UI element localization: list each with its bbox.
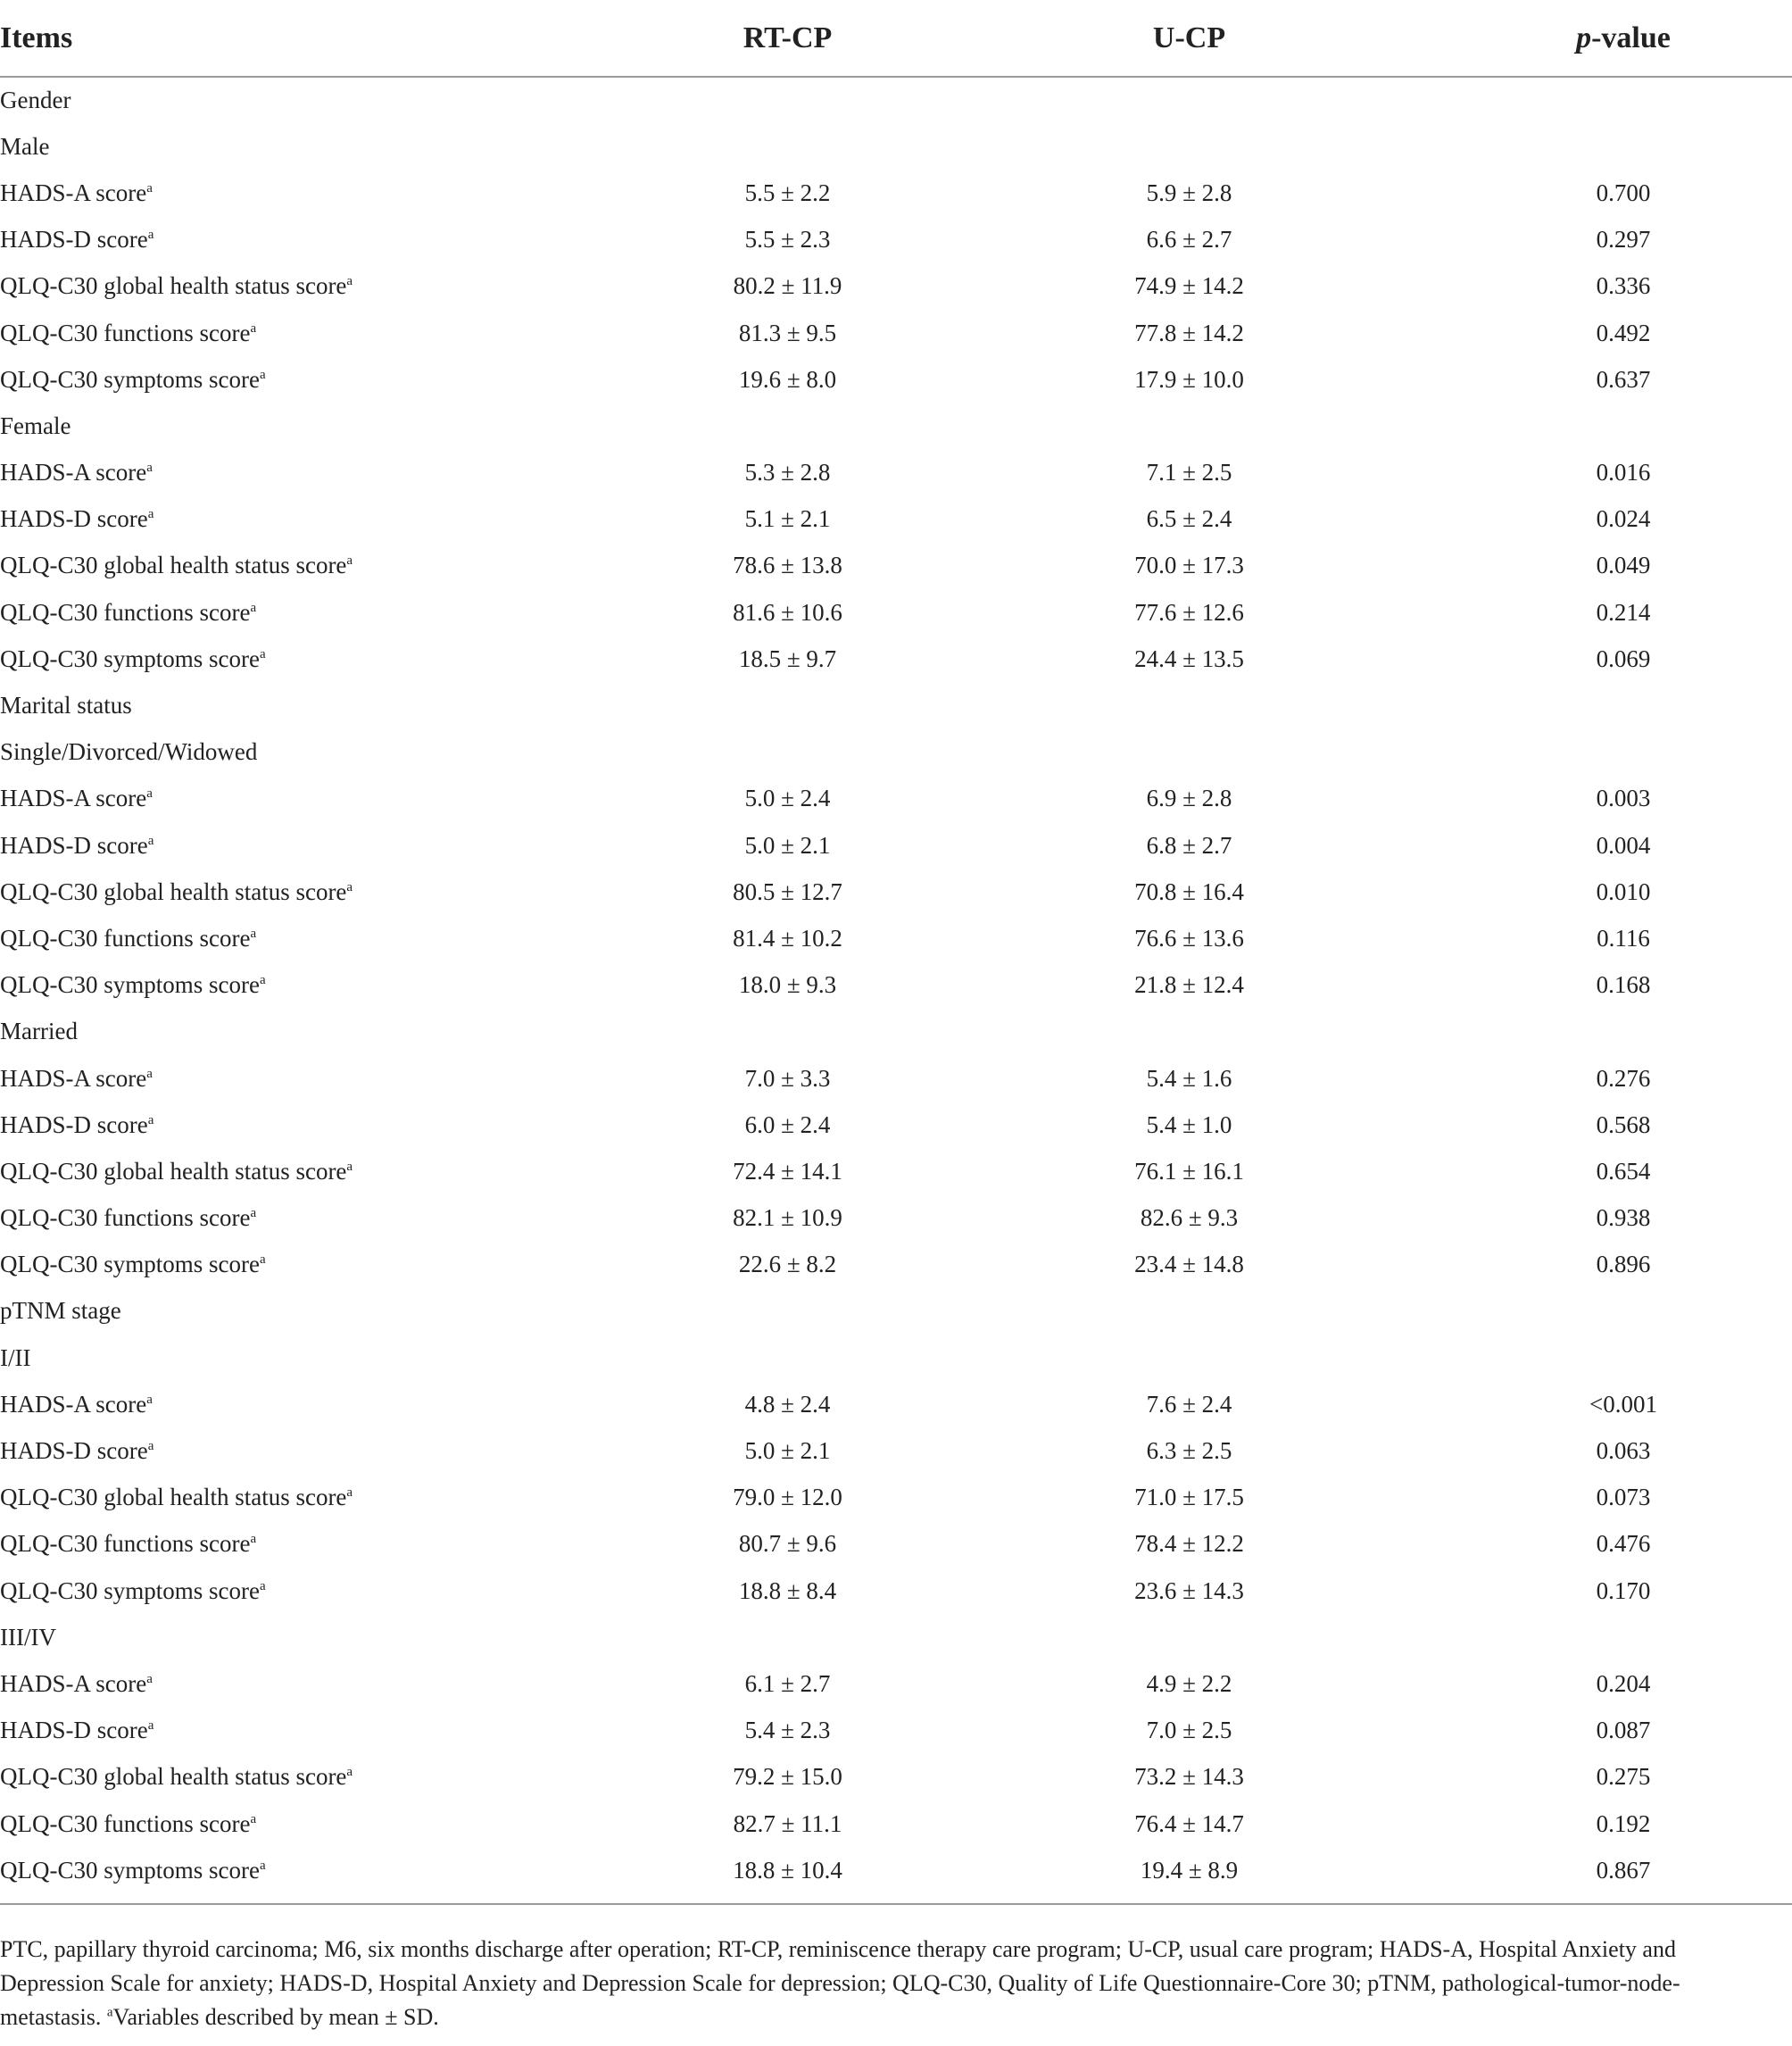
row-label: HADS-D score bbox=[0, 226, 148, 254]
row-label-cell bbox=[0, 1335, 651, 1381]
rt-cp-value: 81.3 ± 9.5 bbox=[738, 319, 837, 346]
row-label: QLQ-C30 symptoms score bbox=[0, 1856, 260, 1884]
u-cp-value: 17.9 ± 10.0 bbox=[1134, 365, 1244, 393]
table-row bbox=[0, 217, 1792, 263]
row-label-cell bbox=[0, 1660, 651, 1707]
u-cp-value: 6.8 ± 2.7 bbox=[1146, 831, 1232, 859]
row-label: QLQ-C30 global health status score bbox=[0, 1763, 347, 1791]
table-row bbox=[0, 170, 1792, 216]
row-label-superscript: a bbox=[250, 1532, 257, 1547]
u-cp-value: 23.4 ± 14.8 bbox=[1134, 1251, 1244, 1278]
p-value: 0.275 bbox=[1596, 1763, 1651, 1791]
header-p-rest: -value bbox=[1591, 21, 1671, 54]
rt-cp-value bbox=[651, 682, 924, 728]
p-value: 0.168 bbox=[1596, 971, 1651, 999]
row-label: QLQ-C30 symptoms score bbox=[0, 645, 260, 672]
table-row bbox=[0, 1427, 1792, 1474]
table-row bbox=[0, 1102, 1792, 1148]
rt-cp-value: 4.8 ± 2.4 bbox=[744, 1390, 831, 1418]
row-label: Marital status bbox=[0, 692, 132, 719]
p-value: 0.637 bbox=[1596, 365, 1651, 393]
rt-cp-value bbox=[651, 1614, 924, 1660]
row-label-superscript: a bbox=[250, 1811, 257, 1826]
rt-cp-value: 18.5 ± 9.7 bbox=[738, 645, 837, 672]
p-value: 0.192 bbox=[1596, 1809, 1651, 1837]
row-label: QLQ-C30 functions score bbox=[0, 319, 251, 346]
u-cp-value bbox=[924, 403, 1455, 449]
u-cp-value: 5.4 ± 1.6 bbox=[1146, 1064, 1232, 1092]
table-row bbox=[0, 1381, 1792, 1427]
row-label-superscript: a bbox=[146, 461, 153, 476]
table-row bbox=[0, 1009, 1792, 1055]
rt-cp-value: 19.6 ± 8.0 bbox=[738, 365, 837, 393]
row-label-superscript: a bbox=[147, 1439, 154, 1454]
rt-cp-value bbox=[651, 1288, 924, 1335]
p-value: 0.204 bbox=[1596, 1669, 1651, 1697]
row-label: QLQ-C30 symptoms score bbox=[0, 1251, 260, 1278]
row-label-superscript: a bbox=[346, 879, 353, 894]
row-label-cell bbox=[0, 450, 651, 496]
u-cp-value bbox=[924, 729, 1455, 776]
rt-cp-value: 18.0 ± 9.3 bbox=[738, 971, 837, 999]
row-label: QLQ-C30 functions score bbox=[0, 924, 251, 952]
row-label-superscript: a bbox=[146, 1392, 153, 1407]
row-label-cell bbox=[0, 1381, 651, 1427]
rt-cp-value: 5.3 ± 2.8 bbox=[744, 459, 831, 487]
row-label-superscript: a bbox=[259, 973, 266, 988]
row-label: HADS-A score bbox=[0, 1064, 147, 1092]
u-cp-value: 4.9 ± 2.2 bbox=[1146, 1669, 1232, 1697]
p-value bbox=[1455, 1288, 1792, 1335]
row-label-superscript: a bbox=[146, 1066, 153, 1081]
row-label-cell bbox=[0, 915, 651, 961]
row-label-cell bbox=[0, 1102, 651, 1148]
rt-cp-value bbox=[651, 123, 924, 170]
u-cp-value: 78.4 ± 12.2 bbox=[1134, 1530, 1244, 1558]
row-label: QLQ-C30 symptoms score bbox=[0, 1576, 260, 1604]
table-row bbox=[0, 543, 1792, 589]
row-label-cell bbox=[0, 729, 651, 776]
u-cp-value: 23.6 ± 14.3 bbox=[1134, 1576, 1244, 1604]
rt-cp-value: 18.8 ± 10.4 bbox=[733, 1856, 842, 1884]
row-label-cell bbox=[0, 496, 651, 543]
rt-cp-value bbox=[651, 729, 924, 776]
row-label-cell bbox=[0, 1288, 651, 1335]
u-cp-value: 7.0 ± 2.5 bbox=[1146, 1717, 1232, 1744]
p-value: 0.003 bbox=[1596, 785, 1651, 812]
row-label-cell bbox=[0, 822, 651, 869]
row-label-cell bbox=[0, 1242, 651, 1288]
table-row bbox=[0, 822, 1792, 869]
p-value: 0.016 bbox=[1596, 459, 1651, 487]
p-value: 0.568 bbox=[1596, 1110, 1651, 1138]
row-label: QLQ-C30 functions score bbox=[0, 1530, 251, 1558]
row-label: HADS-A score bbox=[0, 1390, 147, 1418]
p-value: 0.073 bbox=[1596, 1484, 1651, 1511]
table-row bbox=[0, 77, 1792, 123]
table-row bbox=[0, 263, 1792, 310]
u-cp-value: 77.6 ± 12.6 bbox=[1134, 598, 1244, 626]
row-label: HADS-A score bbox=[0, 1669, 147, 1697]
rt-cp-value: 80.2 ± 11.9 bbox=[733, 272, 842, 300]
table-row bbox=[0, 1475, 1792, 1521]
p-value: 0.049 bbox=[1596, 552, 1651, 579]
header-rt-cp: RT-CP bbox=[651, 0, 924, 77]
p-value bbox=[1455, 1335, 1792, 1381]
rt-cp-value: 5.4 ± 2.3 bbox=[744, 1717, 831, 1744]
row-label-superscript: a bbox=[346, 1765, 353, 1780]
row-label-superscript: a bbox=[147, 833, 154, 848]
table-row bbox=[0, 1801, 1792, 1847]
u-cp-value: 6.6 ± 2.7 bbox=[1146, 226, 1232, 254]
p-value: 0.476 bbox=[1596, 1530, 1651, 1558]
table-row bbox=[0, 1335, 1792, 1381]
p-value bbox=[1455, 682, 1792, 728]
rt-cp-value: 5.5 ± 2.2 bbox=[744, 179, 831, 206]
u-cp-value: 7.1 ± 2.5 bbox=[1146, 459, 1232, 487]
row-label: I/II bbox=[0, 1343, 31, 1371]
row-label-cell bbox=[0, 170, 651, 216]
row-label: HADS-A score bbox=[0, 459, 147, 487]
u-cp-value: 73.2 ± 14.3 bbox=[1134, 1763, 1244, 1791]
row-label-cell bbox=[0, 543, 651, 589]
table-row bbox=[0, 356, 1792, 403]
row-label: III/IV bbox=[0, 1623, 56, 1651]
row-label-superscript: a bbox=[147, 1112, 154, 1127]
u-cp-value bbox=[924, 1288, 1455, 1335]
row-label: Single/Divorced/Widowed bbox=[0, 738, 258, 766]
row-label-superscript: a bbox=[250, 600, 257, 615]
row-label-cell bbox=[0, 1148, 651, 1194]
rt-cp-value: 5.0 ± 2.1 bbox=[744, 1437, 831, 1465]
table-row bbox=[0, 1195, 1792, 1242]
rt-cp-value: 5.5 ± 2.3 bbox=[744, 226, 831, 254]
p-value: 0.896 bbox=[1596, 1251, 1651, 1278]
row-label-cell bbox=[0, 356, 651, 403]
row-label-superscript: a bbox=[146, 786, 153, 802]
row-label-superscript: a bbox=[147, 228, 154, 243]
row-label-superscript: a bbox=[250, 926, 257, 941]
u-cp-value: 76.6 ± 13.6 bbox=[1134, 924, 1244, 952]
p-value bbox=[1455, 1009, 1792, 1055]
p-value: 0.867 bbox=[1596, 1856, 1651, 1884]
u-cp-value bbox=[924, 1335, 1455, 1381]
u-cp-value: 71.0 ± 17.5 bbox=[1134, 1484, 1244, 1511]
u-cp-value bbox=[924, 682, 1455, 728]
table-row bbox=[0, 1847, 1792, 1906]
table-bottom-rule bbox=[0, 1903, 1792, 1905]
table-row bbox=[0, 450, 1792, 496]
rt-cp-value: 5.0 ± 2.1 bbox=[744, 831, 831, 859]
table-row bbox=[0, 496, 1792, 543]
row-label-cell bbox=[0, 123, 651, 170]
u-cp-value: 7.6 ± 2.4 bbox=[1146, 1390, 1232, 1418]
u-cp-value: 21.8 ± 12.4 bbox=[1134, 971, 1244, 999]
row-label-superscript: a bbox=[259, 1858, 266, 1873]
row-label: HADS-D score bbox=[0, 1437, 148, 1465]
u-cp-value: 24.4 ± 13.5 bbox=[1134, 645, 1244, 672]
footnote-superscript: a bbox=[106, 2005, 113, 2020]
rt-cp-value: 81.4 ± 10.2 bbox=[733, 924, 842, 952]
p-value: 0.938 bbox=[1596, 1204, 1651, 1232]
p-value: 0.024 bbox=[1596, 505, 1651, 533]
p-value: 0.654 bbox=[1596, 1157, 1651, 1185]
p-value: 0.069 bbox=[1596, 645, 1651, 672]
rt-cp-value: 81.6 ± 10.6 bbox=[733, 598, 842, 626]
table-row bbox=[0, 403, 1792, 449]
row-label-superscript: a bbox=[147, 1718, 154, 1734]
row-label-superscript: a bbox=[259, 1252, 266, 1268]
row-label-cell bbox=[0, 1521, 651, 1568]
row-label-cell bbox=[0, 1195, 651, 1242]
row-label: pTNM stage bbox=[0, 1297, 121, 1325]
rt-cp-value: 5.0 ± 2.4 bbox=[744, 785, 831, 812]
header-items: Items bbox=[0, 0, 651, 77]
row-label-cell bbox=[0, 869, 651, 915]
row-label: HADS-A score bbox=[0, 785, 147, 812]
row-label-superscript: a bbox=[250, 320, 257, 336]
row-label-cell bbox=[0, 1614, 651, 1660]
row-label-cell bbox=[0, 310, 651, 356]
p-value bbox=[1455, 77, 1792, 123]
table-row bbox=[0, 1754, 1792, 1801]
rt-cp-value: 82.1 ± 10.9 bbox=[733, 1204, 842, 1232]
table-row bbox=[0, 310, 1792, 356]
p-value bbox=[1455, 1614, 1792, 1660]
table-row bbox=[0, 962, 1792, 1009]
table-row bbox=[0, 636, 1792, 682]
footnote-tail: Variables described by mean ± SD. bbox=[112, 2004, 439, 2030]
rt-cp-value: 22.6 ± 8.2 bbox=[738, 1251, 837, 1278]
u-cp-value: 77.8 ± 14.2 bbox=[1134, 319, 1244, 346]
row-label-cell bbox=[0, 1568, 651, 1614]
row-label: QLQ-C30 symptoms score bbox=[0, 971, 260, 999]
table-row bbox=[0, 589, 1792, 636]
table-row bbox=[0, 682, 1792, 728]
header-row bbox=[0, 0, 1792, 77]
row-label-cell bbox=[0, 776, 651, 822]
table-row bbox=[0, 776, 1792, 822]
table-row bbox=[0, 1288, 1792, 1335]
row-label: QLQ-C30 global health status score bbox=[0, 1484, 347, 1511]
p-value: 0.087 bbox=[1596, 1717, 1651, 1744]
row-label-cell bbox=[0, 403, 651, 449]
row-label: QLQ-C30 functions score bbox=[0, 598, 251, 626]
table-row bbox=[0, 869, 1792, 915]
p-value: 0.700 bbox=[1596, 179, 1651, 206]
table-row bbox=[0, 1148, 1792, 1194]
row-label: QLQ-C30 global health status score bbox=[0, 272, 347, 300]
rt-cp-value: 80.5 ± 12.7 bbox=[733, 877, 842, 905]
rt-cp-value: 78.6 ± 13.8 bbox=[733, 552, 842, 579]
table-row bbox=[0, 1055, 1792, 1102]
rt-cp-value: 6.0 ± 2.4 bbox=[744, 1110, 831, 1138]
row-label: QLQ-C30 global health status score bbox=[0, 552, 347, 579]
p-value: 0.010 bbox=[1596, 877, 1651, 905]
u-cp-value: 6.5 ± 2.4 bbox=[1146, 505, 1232, 533]
rt-cp-value: 6.1 ± 2.7 bbox=[744, 1669, 831, 1697]
row-label-superscript: a bbox=[146, 180, 153, 195]
rt-cp-value bbox=[651, 403, 924, 449]
p-value: 0.116 bbox=[1597, 924, 1650, 952]
row-label-cell bbox=[0, 1708, 651, 1754]
row-label-superscript: a bbox=[346, 553, 353, 569]
row-label-cell bbox=[0, 636, 651, 682]
u-cp-value: 6.3 ± 2.5 bbox=[1146, 1437, 1232, 1465]
row-label-cell bbox=[0, 1427, 651, 1474]
header-p-italic: p bbox=[1576, 21, 1592, 54]
table-body bbox=[0, 77, 1792, 1906]
table-row bbox=[0, 1568, 1792, 1614]
u-cp-value bbox=[924, 77, 1455, 123]
row-label: HADS-D score bbox=[0, 1717, 148, 1744]
row-label-cell bbox=[0, 682, 651, 728]
row-label-cell bbox=[0, 1801, 651, 1847]
row-label: HADS-D score bbox=[0, 505, 148, 533]
row-label-superscript: a bbox=[259, 367, 266, 382]
row-label: HADS-D score bbox=[0, 831, 148, 859]
row-label: QLQ-C30 global health status score bbox=[0, 877, 347, 905]
footnote-text: PTC, papillary thyroid carcinoma; M6, six months discharge after operation; RT-CP, reminiscence therapy care program; U-CP, usual care program; HADS-A, Hospital Anxiety and Depression Scale for anxiety; HADS-D, Hospital Anxiety and Depression Scale for depression; QLQ-C30, Quality of Life Questionnaire-Core 30; pTNM, pathological-tumor-node-metastasis. bbox=[0, 1936, 1680, 2030]
table-row bbox=[0, 915, 1792, 961]
row-label: Male bbox=[0, 132, 50, 160]
row-label: QLQ-C30 symptoms score bbox=[0, 365, 260, 393]
row-label: QLQ-C30 functions score bbox=[0, 1809, 251, 1837]
row-label-superscript: a bbox=[259, 1578, 266, 1593]
row-label-cell bbox=[0, 1009, 651, 1055]
row-label-superscript: a bbox=[259, 646, 266, 661]
row-label: QLQ-C30 global health status score bbox=[0, 1157, 347, 1185]
p-value: 0.297 bbox=[1596, 226, 1651, 254]
row-label: Female bbox=[0, 412, 71, 439]
u-cp-value bbox=[924, 1614, 1455, 1660]
rt-cp-value bbox=[651, 77, 924, 123]
row-label: HADS-A score bbox=[0, 179, 147, 206]
table-row bbox=[0, 1614, 1792, 1660]
row-label-superscript: a bbox=[346, 1159, 353, 1174]
row-label-superscript: a bbox=[346, 274, 353, 289]
row-label-superscript: a bbox=[147, 507, 154, 522]
rt-cp-value: 79.2 ± 15.0 bbox=[733, 1763, 842, 1791]
rt-cp-value: 79.0 ± 12.0 bbox=[733, 1484, 842, 1511]
table-header bbox=[0, 0, 1792, 77]
p-value: 0.170 bbox=[1596, 1576, 1651, 1604]
row-label: HADS-D score bbox=[0, 1110, 148, 1138]
p-value: 0.004 bbox=[1596, 831, 1651, 859]
u-cp-value: 70.8 ± 16.4 bbox=[1134, 877, 1244, 905]
table-row bbox=[0, 123, 1792, 170]
row-label-cell bbox=[0, 77, 651, 123]
rt-cp-value: 82.7 ± 11.1 bbox=[733, 1809, 842, 1837]
row-label: QLQ-C30 functions score bbox=[0, 1204, 251, 1232]
rt-cp-value: 18.8 ± 8.4 bbox=[738, 1576, 837, 1604]
row-label-superscript: a bbox=[250, 1206, 257, 1221]
u-cp-value: 5.9 ± 2.8 bbox=[1146, 179, 1232, 206]
table-row bbox=[0, 1708, 1792, 1754]
u-cp-value: 70.0 ± 17.3 bbox=[1134, 552, 1244, 579]
p-value: 0.492 bbox=[1596, 319, 1651, 346]
u-cp-value bbox=[924, 123, 1455, 170]
rt-cp-value: 7.0 ± 3.3 bbox=[744, 1064, 831, 1092]
table-row bbox=[0, 1660, 1792, 1707]
header-u-cp: U-CP bbox=[924, 0, 1455, 77]
u-cp-value bbox=[924, 1009, 1455, 1055]
p-value: <0.001 bbox=[1589, 1390, 1657, 1418]
u-cp-value: 6.9 ± 2.8 bbox=[1146, 785, 1232, 812]
table-row bbox=[0, 1242, 1792, 1288]
rt-cp-value bbox=[651, 1335, 924, 1381]
row-label: Gender bbox=[0, 87, 71, 114]
rt-cp-value bbox=[651, 1009, 924, 1055]
p-value bbox=[1455, 403, 1792, 449]
u-cp-value: 74.9 ± 14.2 bbox=[1134, 272, 1244, 300]
row-label-cell bbox=[0, 217, 651, 263]
row-label-cell bbox=[0, 589, 651, 636]
rt-cp-value: 80.7 ± 9.6 bbox=[738, 1530, 837, 1558]
u-cp-value: 76.1 ± 16.1 bbox=[1134, 1157, 1244, 1185]
row-label-superscript: a bbox=[146, 1671, 153, 1686]
row-label-cell bbox=[0, 1475, 651, 1521]
header-p-value bbox=[1455, 0, 1792, 77]
u-cp-value: 76.4 ± 14.7 bbox=[1134, 1809, 1244, 1837]
p-value: 0.276 bbox=[1596, 1064, 1651, 1092]
row-label-cell bbox=[0, 263, 651, 310]
p-value: 0.336 bbox=[1596, 272, 1651, 300]
row-label: Married bbox=[0, 1018, 78, 1045]
u-cp-value: 5.4 ± 1.0 bbox=[1146, 1110, 1232, 1138]
rt-cp-value: 72.4 ± 14.1 bbox=[733, 1157, 842, 1185]
row-label-cell bbox=[0, 1055, 651, 1102]
rt-cp-value: 5.1 ± 2.1 bbox=[744, 505, 831, 533]
row-label-cell bbox=[0, 1847, 651, 1906]
p-value: 0.214 bbox=[1596, 598, 1651, 626]
p-value bbox=[1455, 729, 1792, 776]
p-value bbox=[1455, 123, 1792, 170]
row-label-superscript: a bbox=[346, 1485, 353, 1501]
row-label-cell bbox=[0, 1754, 651, 1801]
u-cp-value: 82.6 ± 9.3 bbox=[1140, 1204, 1239, 1232]
table-footnote bbox=[0, 1933, 1749, 2034]
u-cp-value: 19.4 ± 8.9 bbox=[1140, 1856, 1239, 1884]
row-label-cell bbox=[0, 962, 651, 1009]
p-value: 0.063 bbox=[1596, 1437, 1651, 1465]
table-row bbox=[0, 729, 1792, 776]
table-row bbox=[0, 1521, 1792, 1568]
